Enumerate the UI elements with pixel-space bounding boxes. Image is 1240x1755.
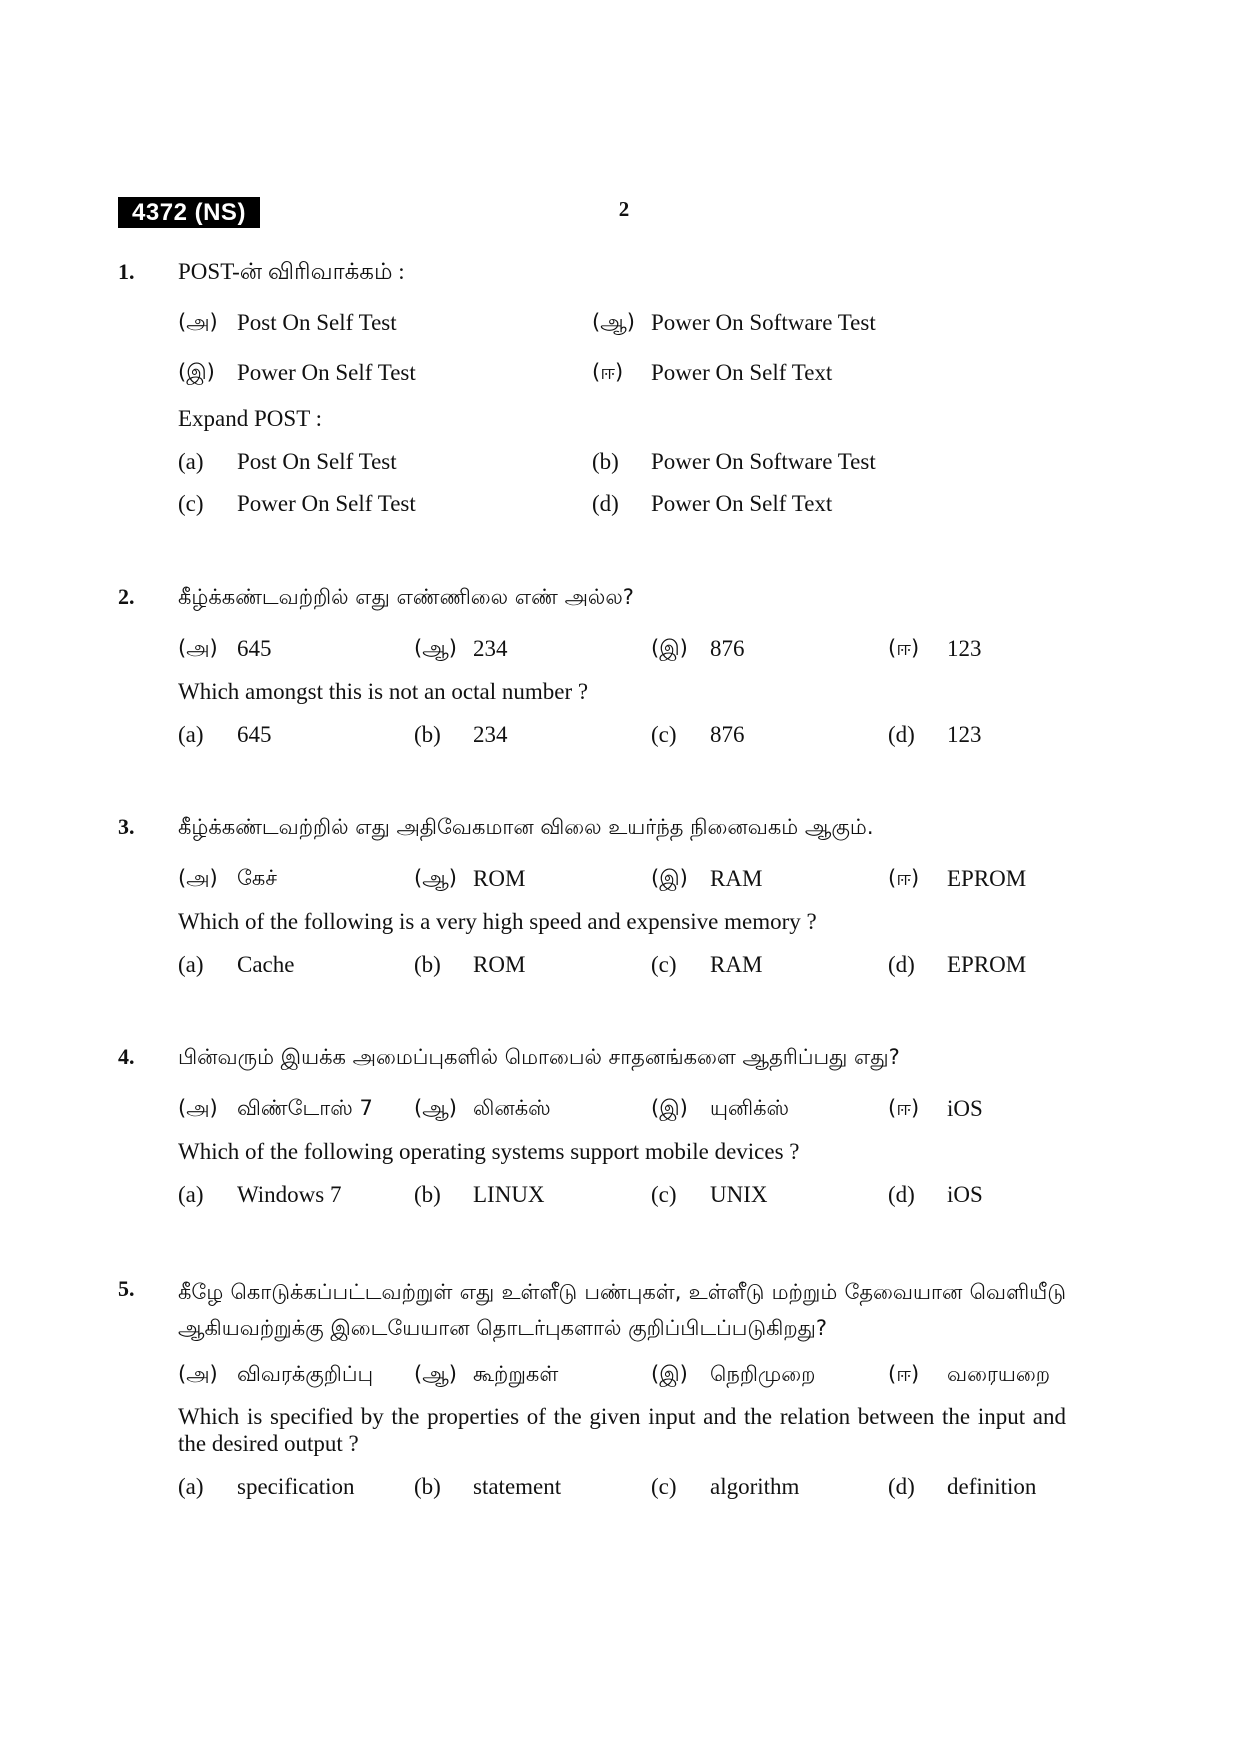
option-text: Power On Self Test xyxy=(237,491,416,516)
option-label: (d) xyxy=(888,952,915,977)
option-label: (ஆ) xyxy=(414,1096,457,1120)
option-text: Power On Software Test xyxy=(651,449,876,474)
option-text: EPROM xyxy=(947,866,1027,891)
option-label: (அ) xyxy=(178,1096,218,1120)
option-label: (அ) xyxy=(178,866,218,890)
option-text: LINUX xyxy=(473,1182,545,1207)
question-text-english: Which amongst this is not an octal number ? xyxy=(178,679,589,704)
option-text: வரையறை xyxy=(947,1362,1050,1386)
option-text: விவரக்குறிப்பு xyxy=(237,1362,374,1386)
option-text: RAM xyxy=(710,866,763,891)
option-label: (c) xyxy=(651,952,677,977)
option-label: (இ) xyxy=(651,636,688,660)
option-text: EPROM xyxy=(947,952,1027,977)
option-text: algorithm xyxy=(710,1474,800,1499)
option-text: 234 xyxy=(473,722,508,747)
option-label: (a) xyxy=(178,449,204,474)
option-label: (ஆ) xyxy=(414,866,457,890)
paper-code-badge: 4372 (NS) xyxy=(118,197,260,228)
option-label: (c) xyxy=(178,491,204,516)
option-text: Power On Self Text xyxy=(651,491,833,516)
option-label: (ஈ) xyxy=(592,360,624,384)
option-text: கூற்றுகள் xyxy=(473,1362,559,1386)
option-label: (b) xyxy=(414,952,441,977)
option-label: (இ) xyxy=(651,866,688,890)
option-text: Power On Self Text xyxy=(651,360,833,385)
option-label: (d) xyxy=(888,722,915,747)
option-label: (c) xyxy=(651,1182,677,1207)
option-text: statement xyxy=(473,1474,562,1499)
option-text: யுனிக்ஸ் xyxy=(710,1096,790,1120)
option-text: Power On Self Test xyxy=(237,360,416,385)
question-text-tamil: பின்வரும் இயக்க அமைப்புகளில் மொபைல் சாதனங்களை ஆதரிப்பது எது? xyxy=(178,1045,900,1069)
option-label: (ஆ) xyxy=(414,1362,457,1386)
option-label: (a) xyxy=(178,1182,204,1207)
option-label: (இ) xyxy=(178,360,215,384)
option-text: Windows 7 xyxy=(237,1182,342,1207)
option-text: 123 xyxy=(947,636,982,661)
option-label: (அ) xyxy=(178,1362,218,1386)
option-text: கேச் xyxy=(237,866,277,890)
option-text: Post On Self Test xyxy=(237,310,397,335)
option-label: (a) xyxy=(178,722,204,747)
option-text: 876 xyxy=(710,636,745,661)
option-label: (d) xyxy=(592,491,619,516)
question-text-english: Which of the following operating systems support mobile devices ? xyxy=(178,1139,800,1164)
option-text: iOS xyxy=(947,1182,983,1207)
question-text-english: Expand POST : xyxy=(178,406,322,431)
question-number: 4. xyxy=(118,1044,135,1069)
option-text: definition xyxy=(947,1474,1037,1499)
option-text: iOS xyxy=(947,1096,983,1121)
option-label: (a) xyxy=(178,952,204,977)
question-number: 3. xyxy=(118,814,135,839)
option-text: specification xyxy=(237,1474,355,1499)
question-number: 5. xyxy=(118,1276,135,1301)
option-text: ROM xyxy=(473,952,526,977)
option-label: (b) xyxy=(592,449,619,474)
option-label: (ஆ) xyxy=(592,310,635,334)
option-label: (b) xyxy=(414,1182,441,1207)
option-label: (இ) xyxy=(651,1096,688,1120)
option-label: (அ) xyxy=(178,636,218,660)
option-text: Power On Software Test xyxy=(651,310,876,335)
option-label: (ஈ) xyxy=(888,866,920,890)
option-text: 645 xyxy=(237,722,272,747)
option-text: 645 xyxy=(237,636,272,661)
question-text-english: Which is specified by the properties of the given input and the relation between the input and the desired output ? xyxy=(178,1404,1066,1456)
question-text-tamil: POST-ன் விரிவாக்கம் : xyxy=(178,259,405,284)
question-text-tamil: கீழ்க்கண்டவற்றில் எது எண்ணிலை எண் அல்ல? xyxy=(178,585,634,609)
option-text: ROM xyxy=(473,866,526,891)
option-text: Post On Self Test xyxy=(237,449,397,474)
question-text-tamil: கீழ்க்கண்டவற்றில் எது அதிவேகமான விலை உயர்ந்த நினைவகம் ஆகும். xyxy=(178,815,874,839)
option-label: (d) xyxy=(888,1474,915,1499)
option-label: (c) xyxy=(651,1474,677,1499)
option-text: லினக்ஸ் xyxy=(473,1096,551,1120)
option-text: UNIX xyxy=(710,1182,768,1207)
option-label: (ஈ) xyxy=(888,1096,920,1120)
option-label: (ஈ) xyxy=(888,1362,920,1386)
option-text: 234 xyxy=(473,636,508,661)
option-label: (ஈ) xyxy=(888,636,920,660)
option-text: நெறிமுறை xyxy=(710,1362,816,1386)
option-label: (c) xyxy=(651,722,677,747)
question-text-english: Which of the following is a very high speed and expensive memory ? xyxy=(178,909,817,934)
option-label: (b) xyxy=(414,722,441,747)
option-label: (இ) xyxy=(651,1362,688,1386)
option-text: Cache xyxy=(237,952,295,977)
option-text: 876 xyxy=(710,722,745,747)
question-number: 1. xyxy=(118,259,135,284)
option-label: (a) xyxy=(178,1474,204,1499)
option-text: விண்டோஸ் 7 xyxy=(237,1096,373,1120)
page-number: 2 xyxy=(618,197,630,221)
question-text-tamil: கீழே கொடுக்கப்பட்டவற்றுள் எது உள்ளீடு பண்புகள், உள்ளீடு மற்றும் தேவையான வெளியீடு ஆகியவற்றுக்கு இடையேயான தொடர்புகளால் குறிப்பிடப்படுகிறது? xyxy=(178,1280,1066,1340)
option-text: RAM xyxy=(710,952,763,977)
option-label: (ஆ) xyxy=(414,636,457,660)
option-text: 123 xyxy=(947,722,982,747)
option-label: (d) xyxy=(888,1182,915,1207)
question-number: 2. xyxy=(118,584,135,609)
option-label: (அ) xyxy=(178,310,218,334)
option-label: (b) xyxy=(414,1474,441,1499)
